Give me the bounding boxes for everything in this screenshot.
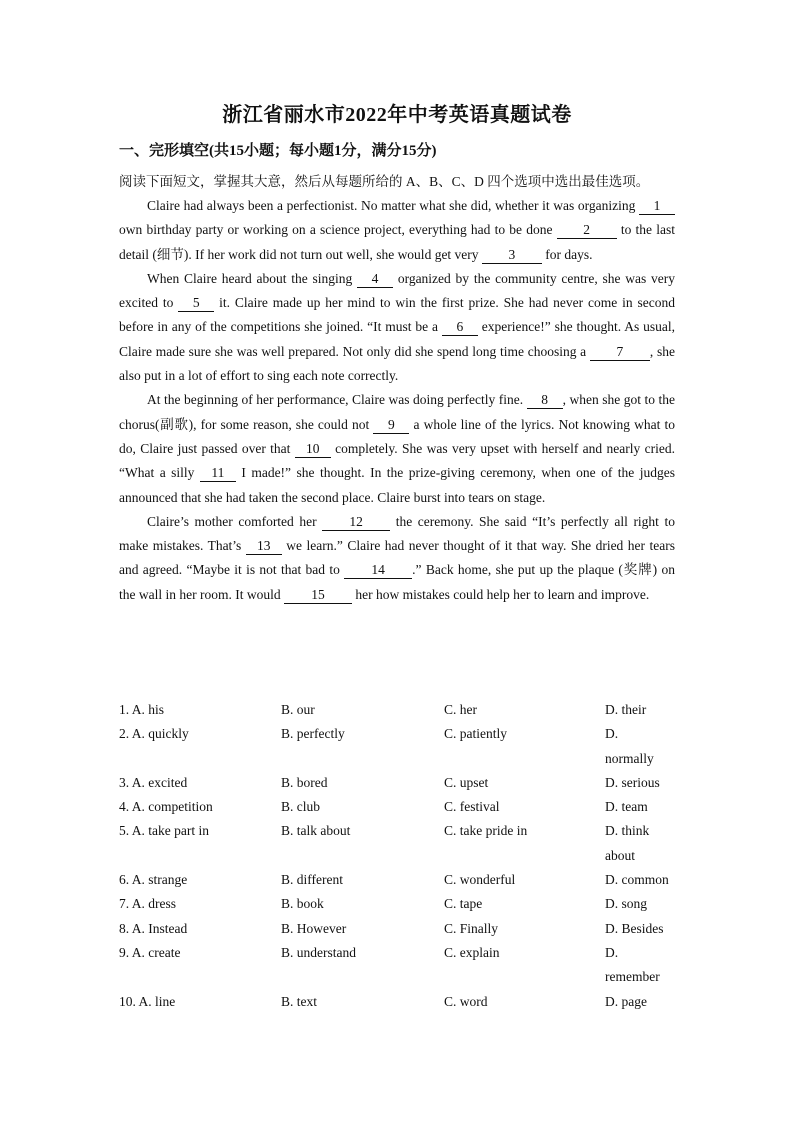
blank-8: 8 [527,392,563,409]
option-b: B. However [281,920,347,936]
question-row [119,722,689,771]
option-d: D. normally [605,726,654,766]
option-c: C. take pride in [444,823,528,839]
option-c: C. word [444,993,488,1009]
blank-10: 10 [295,441,331,458]
option-b: B. talk about [281,823,351,839]
blank-7: 7 [590,344,650,361]
blank-15: 15 [284,587,352,604]
option-b: B. different [281,872,343,888]
paragraph-4: Claire’s mother comforted her 12 the ceremony. She said “It’s perfectly all right to make mistakes. That’s 13 we learn.” Claire had never thought of it that way. She dried her tears and agreed. “Maybe it is not that bad to 14 .” Back home, she put up the plaque (奖牌) on the wall in her room. It would 15 her how mistakes could help her to learn and improve. [119,513,675,602]
option-a: 3. A. excited [119,774,188,790]
blank-3: 3 [482,247,542,264]
blank-5: 5 [178,295,214,312]
option-c: C. festival [444,799,500,815]
section-heading: 一、完形填空(共15小题；每小题1分，满分15分) [119,143,437,159]
option-a: 2. A. quickly [119,726,189,742]
option-c: C. her [444,702,477,717]
paragraph-2: When Claire heard about the singing 4 organized by the community centre, she was very excited to 5 it. Claire made up her mind to win the first prize. She had never come in second before in any of the competitions she joined. “It must be a 6 experience!” she thought. As usual, Claire made sure she was well prepared. Not only did she spend long time choosing a 7 , she also put in a lot of effort to sing each note correctly. [119,270,676,384]
option-d: D. serious [605,774,660,790]
question-row [119,819,689,868]
option-d: D. remember [605,944,660,985]
option-d: D. song [605,896,648,912]
paragraph-3: At the beginning of her performance, Claire was doing perfectly fine. 8 , when she got to the chorus(副歌), for some reason, she could not 9 a whole line of the lyrics. Not knowing what to do, Claire just passed over that 10 completely. She was very upset with herself and nearly cried. “What a silly 11 I made!” she thought. In the prize-giving ceremony, when one of the judges announced that she had taken the second place. Claire burst into tears on stage. [119,392,675,505]
paragraph-1: Claire had always been a perfectionist. No matter what she did, whether it was organizing 1 own birthday party or working on a science project, everything had to be done 2 to the last detail (细节). If her work did not turn out well, she would get very 3 for days. [119,198,675,262]
option-b: B. perfectly [281,726,345,742]
option-b: B. club [281,799,320,815]
option-a: 9. A. create [119,944,181,960]
option-a: 1. A. his [119,702,165,717]
option-b: B. bored [281,774,328,790]
question-row [119,892,689,916]
option-a: 10. A. line [119,993,176,1009]
options-list [119,698,689,1014]
blank-6: 6 [442,319,478,336]
option-d: D. their [605,702,647,717]
blank-14: 14 [344,562,412,579]
option-a: 5. A. take part in [119,823,209,839]
blank-9: 9 [373,417,409,434]
instruction-text: 阅读下面短文，掌握其大意，然后从每题所给的 A、B、C、D 四个选项中选出最佳选项。 [119,174,650,189]
question-row [119,917,689,941]
question-row [119,771,689,795]
option-d: D. common [605,872,669,888]
option-c: C. upset [444,774,489,790]
question-row [119,698,689,722]
option-c: C. tape [444,896,483,912]
option-d: D. team [605,799,648,815]
option-b: B. text [281,993,317,1009]
option-c: C. explain [444,944,500,960]
option-c: C. Finally [444,920,499,936]
blank-13: 13 [246,538,282,555]
option-a: 4. A. competition [119,799,213,815]
option-a: 6. A. strange [119,872,188,888]
question-row [119,941,689,990]
option-a: 8. A. Instead [119,920,188,936]
passage [119,194,675,607]
option-c: C. patiently [444,726,507,742]
option-b: B. book [281,896,324,912]
blank-2: 2 [557,222,617,239]
page-title: 浙江省丽水市2022年中考英语真题试卷 [222,104,572,126]
question-row [119,990,689,1014]
option-d: D. think about [605,823,650,863]
option-b: B. understand [281,944,356,960]
blank-11: 11 [200,465,236,482]
blank-12: 12 [322,514,390,531]
option-d: D. page [605,993,647,1009]
option-a: 7. A. dress [119,896,176,912]
option-b: B. our [281,702,315,717]
question-row [119,795,689,819]
option-c: C. wonderful [444,872,516,888]
blank-4: 4 [357,271,393,288]
option-d: D. Besides [605,920,664,936]
blank-1: 1 [639,198,675,215]
question-row [119,868,689,892]
